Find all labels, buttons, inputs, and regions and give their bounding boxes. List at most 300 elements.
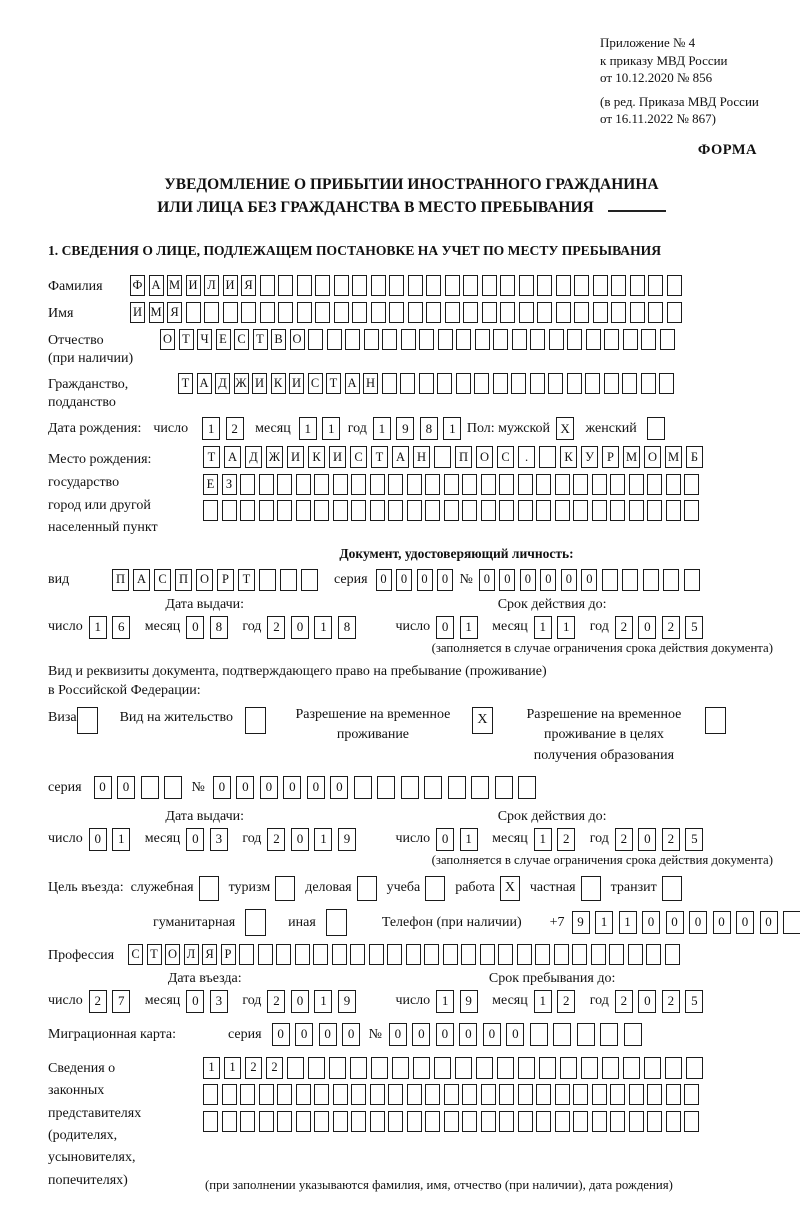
name-cell[interactable] [611, 302, 626, 323]
representative-cell[interactable] [462, 1084, 477, 1105]
rvp-seria-cell[interactable]: 0 [117, 776, 135, 799]
citizenship-cell[interactable]: Ж [234, 373, 249, 394]
patronymic-cell[interactable] [382, 329, 397, 350]
profession-cell[interactable] [424, 944, 439, 965]
representative-cell[interactable] [555, 1084, 570, 1105]
rvp-expiry-cell[interactable]: 0 [436, 828, 454, 851]
birth-place-cell[interactable]: А [392, 446, 409, 468]
birth-place-cell[interactable] [425, 474, 440, 495]
sex-male-cell[interactable]: X [556, 417, 574, 440]
birth-place-cell[interactable]: О [644, 446, 661, 468]
rvp-issue-cell[interactable]: 9 [338, 828, 356, 851]
doc-number-cell[interactable] [643, 569, 659, 591]
citizenship-cell[interactable]: А [345, 373, 360, 394]
representative-cell[interactable] [518, 1084, 533, 1105]
surname-cell[interactable]: М [167, 275, 182, 296]
doc-expiry-cell[interactable]: 2 [615, 616, 633, 639]
birth-place-cell[interactable] [555, 500, 570, 521]
citizenship-cell[interactable] [641, 373, 656, 394]
birth-place-cell[interactable] [351, 500, 366, 521]
rvp-number-cell[interactable]: 0 [213, 776, 231, 799]
name-cell[interactable]: Я [167, 302, 182, 323]
surname-cell[interactable] [260, 275, 275, 296]
birth-place-cell[interactable] [555, 474, 570, 495]
birth-place-cell[interactable] [536, 500, 551, 521]
birth-place-cell[interactable]: К [560, 446, 577, 468]
name-cell[interactable] [593, 302, 608, 323]
citizenship-cell[interactable] [400, 373, 415, 394]
rvp-expiry-cell[interactable]: 5 [685, 828, 703, 851]
representative-cell[interactable] [665, 1057, 682, 1079]
birth-place-cell[interactable] [684, 500, 699, 521]
representative-cell[interactable] [407, 1111, 422, 1132]
birth-place-cell[interactable] [240, 474, 255, 495]
representative-cell[interactable] [684, 1084, 699, 1105]
birth-place-cell[interactable] [222, 500, 237, 521]
representative-cell[interactable] [314, 1084, 329, 1105]
birth-place-cell[interactable] [407, 500, 422, 521]
representative-cell[interactable] [592, 1084, 607, 1105]
mc-seria-cell[interactable]: 0 [342, 1023, 360, 1046]
birth-year-cell[interactable]: 1 [373, 417, 391, 440]
patronymic-cell[interactable] [549, 329, 564, 350]
purpose-cell[interactable] [662, 876, 682, 901]
representative-cell[interactable] [573, 1111, 588, 1132]
representative-cell[interactable] [240, 1084, 255, 1105]
rvp-issue-cell[interactable]: 1 [112, 828, 130, 851]
name-cell[interactable] [352, 302, 367, 323]
profession-cell[interactable] [443, 944, 458, 965]
surname-cell[interactable] [630, 275, 645, 296]
birth-month-cell[interactable]: 1 [322, 417, 340, 440]
purpose-cell[interactable]: X [500, 876, 520, 901]
surname-cell[interactable] [574, 275, 589, 296]
representative-cell[interactable] [259, 1084, 274, 1105]
surname-cell[interactable]: И [186, 275, 201, 296]
profession-cell[interactable] [369, 944, 384, 965]
birth-day-cell[interactable]: 2 [226, 417, 244, 440]
citizenship-cell[interactable]: А [197, 373, 212, 394]
representative-cell[interactable] [499, 1084, 514, 1105]
birth-place-cell[interactable]: С [497, 446, 514, 468]
birth-place-cell[interactable] [666, 500, 681, 521]
citizenship-cell[interactable] [474, 373, 489, 394]
doc-type-cell[interactable]: О [196, 569, 213, 591]
birth-place-cell[interactable] [592, 474, 607, 495]
patronymic-cell[interactable]: О [290, 329, 305, 350]
birth-place-cell[interactable]: Е [203, 474, 218, 495]
surname-cell[interactable] [463, 275, 478, 296]
representative-cell[interactable] [277, 1084, 292, 1105]
patronymic-cell[interactable] [364, 329, 379, 350]
surname-cell[interactable]: А [149, 275, 164, 296]
name-cell[interactable] [186, 302, 201, 323]
representative-cell[interactable] [444, 1084, 459, 1105]
mc-seria-cell[interactable]: 0 [295, 1023, 313, 1046]
name-cell[interactable] [556, 302, 571, 323]
phone-cell[interactable]: 0 [713, 911, 731, 934]
profession-cell[interactable] [313, 944, 328, 965]
name-cell[interactable] [519, 302, 534, 323]
representative-cell[interactable] [610, 1111, 625, 1132]
profession-cell[interactable] [350, 944, 365, 965]
representative-cell[interactable] [370, 1111, 385, 1132]
stay-cell[interactable]: 2 [557, 990, 575, 1013]
name-cell[interactable] [482, 302, 497, 323]
profession-cell[interactable] [276, 944, 291, 965]
birth-place-cell[interactable] [592, 500, 607, 521]
name-cell[interactable] [648, 302, 663, 323]
representative-cell[interactable]: 2 [266, 1057, 283, 1079]
profession-cell[interactable] [258, 944, 273, 965]
citizenship-cell[interactable]: И [289, 373, 304, 394]
patronymic-cell[interactable] [512, 329, 527, 350]
representative-cell[interactable] [455, 1057, 472, 1079]
rvp-expiry-cell[interactable]: 2 [662, 828, 680, 851]
birth-place-cell[interactable] [629, 500, 644, 521]
profession-cell[interactable] [591, 944, 606, 965]
rvp-issue-cell[interactable]: 3 [210, 828, 228, 851]
birth-place-cell[interactable] [277, 474, 292, 495]
representative-cell[interactable] [539, 1057, 556, 1079]
rvp-number-cell[interactable] [448, 776, 466, 799]
mc-number-cell[interactable]: 0 [412, 1023, 430, 1046]
mc-number-cell[interactable]: 0 [436, 1023, 454, 1046]
name-cell[interactable] [630, 302, 645, 323]
surname-cell[interactable] [278, 275, 293, 296]
surname-cell[interactable]: И [223, 275, 238, 296]
doc-type-cell[interactable] [259, 569, 276, 591]
rvp-number-cell[interactable] [495, 776, 513, 799]
rvp-number-cell[interactable] [401, 776, 419, 799]
patronymic-cell[interactable]: Ч [197, 329, 212, 350]
phone-cell[interactable]: 9 [572, 911, 590, 934]
profession-cell[interactable] [609, 944, 624, 965]
profession-cell[interactable]: Л [184, 944, 199, 965]
birth-place-cell[interactable] [573, 474, 588, 495]
purpose-cell[interactable] [245, 909, 266, 936]
entry-cell[interactable]: 7 [112, 990, 130, 1013]
doc-number-cell[interactable]: 0 [520, 569, 536, 591]
citizenship-cell[interactable]: К [271, 373, 286, 394]
name-cell[interactable] [667, 302, 682, 323]
birth-place-cell[interactable] [573, 500, 588, 521]
profession-cell[interactable]: Я [202, 944, 217, 965]
surname-cell[interactable] [593, 275, 608, 296]
citizenship-cell[interactable] [456, 373, 471, 394]
representative-cell[interactable] [413, 1057, 430, 1079]
representative-cell[interactable] [259, 1111, 274, 1132]
patronymic-cell[interactable] [419, 329, 434, 350]
patronymic-cell[interactable] [604, 329, 619, 350]
purpose-cell[interactable] [326, 909, 347, 936]
representative-cell[interactable] [666, 1111, 681, 1132]
doc-type-cell[interactable]: П [112, 569, 129, 591]
patronymic-cell[interactable]: Е [216, 329, 231, 350]
surname-cell[interactable] [500, 275, 515, 296]
patronymic-cell[interactable] [623, 329, 638, 350]
birth-place-cell[interactable] [610, 474, 625, 495]
patronymic-cell[interactable] [586, 329, 601, 350]
surname-cell[interactable] [408, 275, 423, 296]
doc-expiry-cell[interactable]: 1 [460, 616, 478, 639]
representative-cell[interactable] [518, 1057, 535, 1079]
birth-place-cell[interactable] [351, 474, 366, 495]
stay-cell[interactable]: 2 [662, 990, 680, 1013]
representative-cell[interactable] [629, 1111, 644, 1132]
representative-cell[interactable] [686, 1057, 703, 1079]
birth-place-cell[interactable] [425, 500, 440, 521]
mc-number-cell[interactable]: 0 [459, 1023, 477, 1046]
name-cell[interactable] [371, 302, 386, 323]
phone-cell[interactable]: 1 [595, 911, 613, 934]
representative-cell[interactable]: 2 [245, 1057, 262, 1079]
representative-cell[interactable] [623, 1057, 640, 1079]
name-cell[interactable] [204, 302, 219, 323]
doc-expiry-cell[interactable]: 1 [557, 616, 575, 639]
citizenship-cell[interactable] [604, 373, 619, 394]
rvp-number-cell[interactable]: 0 [330, 776, 348, 799]
birth-place-cell[interactable] [684, 474, 699, 495]
birth-place-cell[interactable] [407, 474, 422, 495]
representative-cell[interactable] [240, 1111, 255, 1132]
patronymic-cell[interactable]: Т [179, 329, 194, 350]
stay-cell[interactable]: 5 [685, 990, 703, 1013]
profession-cell[interactable] [461, 944, 476, 965]
citizenship-cell[interactable] [382, 373, 397, 394]
mc-number-cell[interactable] [553, 1023, 571, 1046]
doc-issue-cell[interactable]: 0 [291, 616, 309, 639]
representative-cell[interactable] [536, 1084, 551, 1105]
representative-cell[interactable] [277, 1111, 292, 1132]
phone-cell[interactable]: 1 [619, 911, 637, 934]
rvp-expiry-cell[interactable]: 2 [557, 828, 575, 851]
patronymic-cell[interactable] [456, 329, 471, 350]
birth-place-cell[interactable]: С [350, 446, 367, 468]
temp-residence-cell[interactable]: X [472, 707, 493, 734]
surname-cell[interactable] [315, 275, 330, 296]
purpose-cell[interactable] [275, 876, 295, 901]
doc-seria-cell[interactable]: 0 [396, 569, 412, 591]
profession-cell[interactable]: Р [221, 944, 236, 965]
representative-cell[interactable] [444, 1111, 459, 1132]
birth-place-cell[interactable] [536, 474, 551, 495]
rvp-number-cell[interactable] [377, 776, 395, 799]
patronymic-cell[interactable] [567, 329, 582, 350]
birth-place-cell[interactable]: Р [602, 446, 619, 468]
birth-place-cell[interactable]: У [581, 446, 598, 468]
birth-place-cell[interactable]: Б [686, 446, 703, 468]
doc-seria-cell[interactable]: 0 [376, 569, 392, 591]
profession-cell[interactable] [295, 944, 310, 965]
representative-cell[interactable] [518, 1111, 533, 1132]
doc-number-cell[interactable]: 0 [561, 569, 577, 591]
birth-year-cell[interactable]: 8 [420, 417, 438, 440]
doc-issue-cell[interactable]: 8 [338, 616, 356, 639]
patronymic-cell[interactable]: С [234, 329, 249, 350]
mc-number-cell[interactable]: 0 [506, 1023, 524, 1046]
birth-place-cell[interactable] [539, 446, 556, 468]
birth-place-cell[interactable]: К [308, 446, 325, 468]
doc-type-cell[interactable]: Р [217, 569, 234, 591]
name-cell[interactable] [334, 302, 349, 323]
representative-cell[interactable] [481, 1111, 496, 1132]
mc-number-cell[interactable] [624, 1023, 642, 1046]
birth-place-cell[interactable] [647, 474, 662, 495]
birth-place-cell[interactable] [629, 474, 644, 495]
surname-cell[interactable] [648, 275, 663, 296]
entry-cell[interactable]: 1 [314, 990, 332, 1013]
phone-cell[interactable]: 0 [642, 911, 660, 934]
surname-cell[interactable] [445, 275, 460, 296]
citizenship-cell[interactable] [622, 373, 637, 394]
representative-cell[interactable] [296, 1084, 311, 1105]
doc-number-cell[interactable] [602, 569, 618, 591]
rvp-expiry-cell[interactable]: 1 [460, 828, 478, 851]
birth-place-cell[interactable]: М [665, 446, 682, 468]
representative-cell[interactable] [573, 1084, 588, 1105]
profession-cell[interactable] [646, 944, 661, 965]
citizenship-cell[interactable]: И [252, 373, 267, 394]
rvp-number-cell[interactable]: 0 [260, 776, 278, 799]
birth-place-cell[interactable] [481, 474, 496, 495]
profession-cell[interactable] [554, 944, 569, 965]
profession-cell[interactable] [665, 944, 680, 965]
rvp-issue-cell[interactable]: 0 [186, 828, 204, 851]
representative-cell[interactable] [555, 1111, 570, 1132]
stay-cell[interactable]: 2 [615, 990, 633, 1013]
birth-place-cell[interactable]: Т [371, 446, 388, 468]
surname-cell[interactable]: Я [241, 275, 256, 296]
rvp-expiry-cell[interactable]: 2 [615, 828, 633, 851]
profession-cell[interactable] [535, 944, 550, 965]
temp-residence-edu-cell[interactable] [705, 707, 726, 734]
birth-year-cell[interactable]: 9 [396, 417, 414, 440]
surname-cell[interactable] [482, 275, 497, 296]
representative-cell[interactable] [308, 1057, 325, 1079]
name-cell[interactable] [389, 302, 404, 323]
doc-expiry-cell[interactable]: 5 [685, 616, 703, 639]
citizenship-cell[interactable]: Т [178, 373, 193, 394]
representative-cell[interactable] [407, 1084, 422, 1105]
birth-place-cell[interactable] [333, 474, 348, 495]
citizenship-cell[interactable] [437, 373, 452, 394]
surname-cell[interactable]: Ф [130, 275, 145, 296]
surname-cell[interactable] [297, 275, 312, 296]
representative-cell[interactable] [222, 1111, 237, 1132]
representative-cell[interactable] [499, 1111, 514, 1132]
surname-cell[interactable] [389, 275, 404, 296]
representative-cell[interactable]: 1 [203, 1057, 220, 1079]
birth-place-cell[interactable] [388, 500, 403, 521]
surname-cell[interactable] [371, 275, 386, 296]
patronymic-cell[interactable] [327, 329, 342, 350]
birth-place-cell[interactable] [462, 474, 477, 495]
representative-cell[interactable] [333, 1084, 348, 1105]
representative-cell[interactable] [434, 1057, 451, 1079]
name-cell[interactable] [537, 302, 552, 323]
patronymic-cell[interactable] [530, 329, 545, 350]
doc-seria-cell[interactable]: 0 [417, 569, 433, 591]
name-cell[interactable] [241, 302, 256, 323]
doc-expiry-cell[interactable]: 0 [638, 616, 656, 639]
rvp-number-cell[interactable] [518, 776, 536, 799]
doc-type-cell[interactable]: П [175, 569, 192, 591]
representative-cell[interactable] [462, 1111, 477, 1132]
birth-day-cell[interactable]: 1 [202, 417, 220, 440]
mc-number-cell[interactable] [577, 1023, 595, 1046]
birth-place-cell[interactable]: Т [203, 446, 220, 468]
doc-seria-cell[interactable]: 0 [437, 569, 453, 591]
phone-cell[interactable] [783, 911, 800, 934]
rvp-number-cell[interactable] [424, 776, 442, 799]
name-cell[interactable] [463, 302, 478, 323]
patronymic-cell[interactable] [641, 329, 656, 350]
name-cell[interactable]: И [130, 302, 145, 323]
representative-cell[interactable] [610, 1084, 625, 1105]
name-cell[interactable] [408, 302, 423, 323]
representative-cell[interactable] [222, 1084, 237, 1105]
stay-cell[interactable]: 0 [638, 990, 656, 1013]
name-cell[interactable] [500, 302, 515, 323]
representative-cell[interactable] [592, 1111, 607, 1132]
stay-cell[interactable]: 1 [534, 990, 552, 1013]
representative-cell[interactable] [684, 1111, 699, 1132]
rvp-issue-cell[interactable]: 0 [89, 828, 107, 851]
birth-place-cell[interactable] [277, 500, 292, 521]
citizenship-cell[interactable] [530, 373, 545, 394]
profession-cell[interactable] [239, 944, 254, 965]
citizenship-cell[interactable] [659, 373, 674, 394]
birth-place-cell[interactable] [333, 500, 348, 521]
profession-cell[interactable]: Т [147, 944, 162, 965]
representative-cell[interactable] [481, 1084, 496, 1105]
representative-cell[interactable] [388, 1084, 403, 1105]
name-cell[interactable] [260, 302, 275, 323]
name-cell[interactable]: М [149, 302, 164, 323]
doc-issue-cell[interactable]: 8 [210, 616, 228, 639]
profession-cell[interactable] [332, 944, 347, 965]
birth-place-cell[interactable] [259, 500, 274, 521]
name-cell[interactable] [426, 302, 441, 323]
birth-place-cell[interactable]: З [222, 474, 237, 495]
birth-place-cell[interactable] [518, 500, 533, 521]
birth-place-cell[interactable] [314, 474, 329, 495]
representative-cell[interactable] [392, 1057, 409, 1079]
surname-cell[interactable] [352, 275, 367, 296]
representative-cell[interactable] [644, 1057, 661, 1079]
representative-cell[interactable] [666, 1084, 681, 1105]
doc-type-cell[interactable] [301, 569, 318, 591]
patronymic-cell[interactable]: Т [253, 329, 268, 350]
representative-cell[interactable] [371, 1057, 388, 1079]
mc-number-cell[interactable]: 0 [389, 1023, 407, 1046]
birth-place-cell[interactable]: А [224, 446, 241, 468]
birth-place-cell[interactable] [240, 500, 255, 521]
profession-cell[interactable] [498, 944, 513, 965]
birth-place-cell[interactable]: П [455, 446, 472, 468]
surname-cell[interactable] [334, 275, 349, 296]
birth-year-cell[interactable]: 1 [443, 417, 461, 440]
doc-issue-cell[interactable]: 0 [186, 616, 204, 639]
doc-number-cell[interactable]: 0 [581, 569, 597, 591]
doc-expiry-cell[interactable]: 1 [534, 616, 552, 639]
doc-type-cell[interactable]: С [154, 569, 171, 591]
patronymic-cell[interactable] [308, 329, 323, 350]
representative-cell[interactable] [203, 1111, 218, 1132]
profession-cell[interactable]: С [128, 944, 143, 965]
representative-cell[interactable] [536, 1111, 551, 1132]
